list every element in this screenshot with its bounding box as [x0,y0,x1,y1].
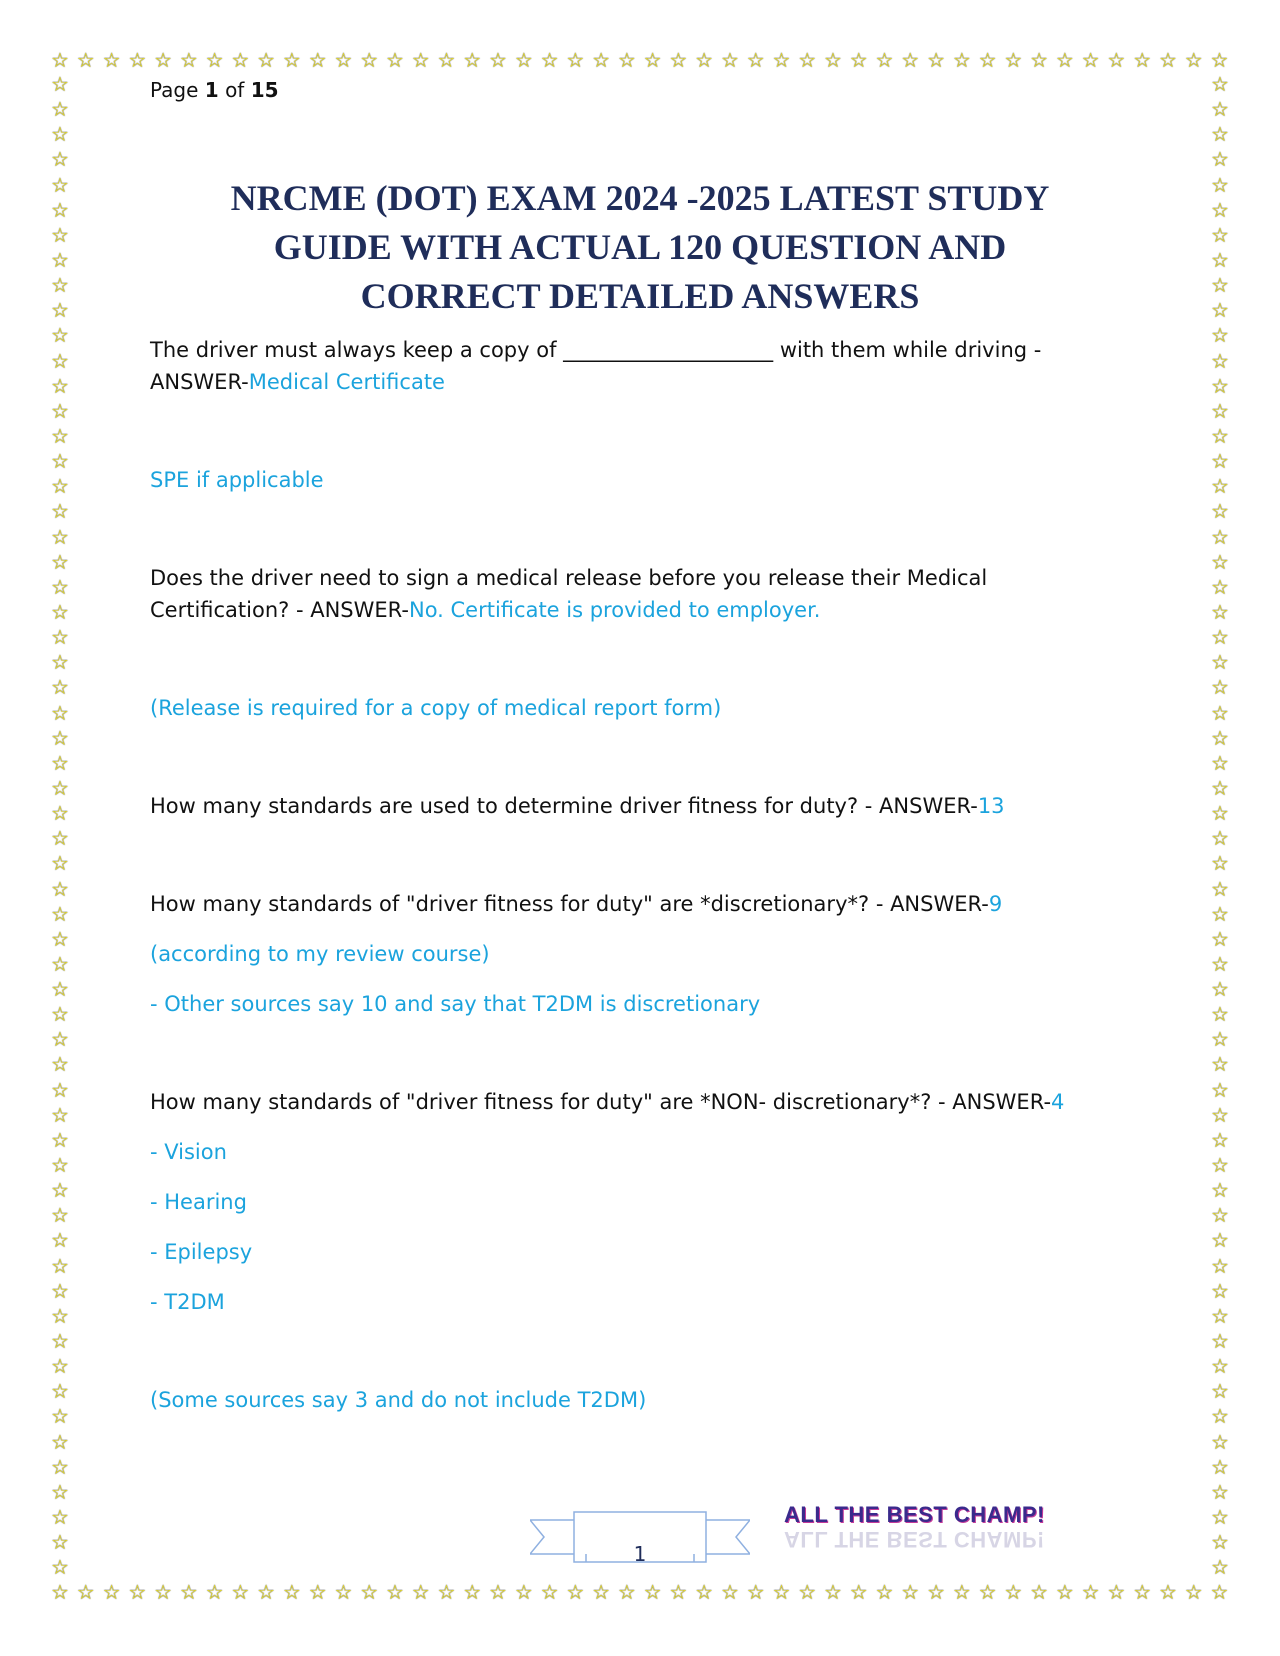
star-icon: ☆ [51,901,69,926]
star-icon: ☆ [51,725,69,750]
star-icon: ☆ [51,1077,69,1102]
star-icon: ☆ [51,851,69,876]
star-icon: ☆ [1211,398,1229,423]
answer-5-item-epilepsy: - Epilepsy [150,1240,253,1264]
star-icon: ☆ [798,48,817,72]
star-icon: ☆ [51,675,69,700]
star-icon: ☆ [1211,675,1229,700]
title-line-2: GUIDE WITH ACTUAL 120 QUESTION AND [273,227,1007,267]
star-icon: ☆ [51,197,69,222]
star-icon: ☆ [51,1429,69,1454]
star-icon: ☆ [617,48,636,72]
star-icon: ☆ [514,1580,533,1604]
star-icon: ☆ [824,48,842,72]
star-icon: ☆ [901,1580,920,1604]
star-icon: ☆ [51,449,69,474]
star-icon: ☆ [1004,48,1023,72]
star-icon: ☆ [695,48,714,72]
answer-5: 4 [1051,1090,1065,1114]
star-icon: ☆ [1211,951,1229,976]
star-icon: ☆ [1211,273,1229,298]
star-icon: ☆ [1133,1580,1152,1604]
star-icon: ☆ [927,48,945,72]
star-icon: ☆ [1211,323,1229,348]
footer-page-number: 1 [633,1542,647,1566]
star-icon: ☆ [1211,449,1229,474]
star-icon: ☆ [257,1580,276,1604]
star-icon: ☆ [51,48,69,72]
answer-2: No. Certificate is provided to employer. [408,598,821,622]
star-icon: ☆ [617,1580,636,1604]
star-icon: ☆ [1184,48,1203,72]
star-icon: ☆ [1211,725,1229,750]
star-icon: ☆ [798,1580,817,1604]
star-icon: ☆ [566,1580,585,1604]
star-border-right [1210,74,1230,1578]
star-icon: ☆ [1211,1178,1229,1203]
star-icon: ☆ [1211,1479,1229,1504]
star-icon: ☆ [1211,1379,1229,1404]
star-icon: ☆ [463,48,482,72]
star-icon: ☆ [1211,574,1229,599]
star-icon: ☆ [1004,1580,1023,1604]
star-icon: ☆ [51,222,69,247]
star-icon: ☆ [978,48,997,72]
star-icon: ☆ [1211,172,1229,197]
star-icon: ☆ [1107,48,1126,72]
star-icon: ☆ [437,1580,456,1604]
star-icon: ☆ [179,48,198,72]
star-icon: ☆ [51,951,69,976]
star-icon: ☆ [51,1454,69,1479]
star-icon: ☆ [1211,1002,1229,1027]
star-icon: ☆ [1211,700,1229,725]
star-icon: ☆ [1211,650,1229,675]
star-icon: ☆ [1211,1429,1229,1454]
star-icon: ☆ [489,1580,507,1604]
star-icon: ☆ [1211,524,1229,549]
star-icon: ☆ [1107,1580,1126,1604]
star-icon: ☆ [1211,97,1229,122]
star-icon: ☆ [51,423,69,448]
footer-slogan-reflection: ALL THE BEST CHAMP! [784,1527,1045,1552]
star-icon: ☆ [257,48,276,72]
star-icon: ☆ [1211,599,1229,624]
star-icon: ☆ [76,1580,95,1604]
star-icon: ☆ [51,398,69,423]
star-icon: ☆ [51,1479,69,1504]
answer-1: Medical Certificate [248,370,445,394]
star-icon: ☆ [51,474,69,499]
star-icon: ☆ [51,147,69,172]
star-icon: ☆ [51,1379,69,1404]
star-icon: ☆ [1211,1203,1229,1228]
star-icon: ☆ [51,801,69,826]
star-icon: ☆ [566,48,585,72]
star-icon: ☆ [1210,48,1229,72]
star-icon: ☆ [1211,801,1229,826]
star-icon: ☆ [1211,625,1229,650]
star-icon: ☆ [51,1329,69,1354]
answer-5-item-vision: - Vision [150,1140,227,1164]
star-icon: ☆ [540,48,559,72]
star-icon: ☆ [1211,1555,1229,1580]
star-icon: ☆ [1211,1530,1229,1555]
star-icon: ☆ [51,1203,69,1228]
question-2: Does the driver need to sign a medical release before you release their Medical Certification? - ANSWER- [150,566,988,622]
star-icon: ☆ [51,876,69,901]
star-border-left [50,74,70,1578]
star-icon: ☆ [592,48,611,72]
star-icon: ☆ [669,48,688,72]
star-icon: ☆ [51,1228,69,1253]
title-line-1: NRCME (DOT) EXAM 2024 -2025 LATEST STUDY [230,178,1050,218]
star-icon: ☆ [875,1580,894,1604]
star-icon: ☆ [51,750,69,775]
answer-4: 9 [988,892,1003,916]
star-icon: ☆ [1211,1102,1229,1127]
star-icon: ☆ [1211,901,1229,926]
star-icon: ☆ [51,549,69,574]
answer-4-note-1: (according to my review course) [150,942,490,966]
star-icon: ☆ [231,1580,250,1604]
star-icon: ☆ [1211,851,1229,876]
answer-1-extra: SPE if applicable [150,468,324,492]
star-icon: ☆ [1211,474,1229,499]
answer-2-extra: (Release is required for a copy of medical report form) [150,696,722,720]
star-icon: ☆ [51,1153,69,1178]
page-total: 15 [250,78,279,102]
star-icon: ☆ [334,1580,353,1604]
star-icon: ☆ [51,977,69,1002]
star-icon: ☆ [1211,1153,1229,1178]
star-icon: ☆ [720,48,739,72]
star-icon: ☆ [1211,775,1229,800]
qa-item-3 [150,790,1130,822]
star-icon: ☆ [51,1253,69,1278]
star-icon: ☆ [51,323,69,348]
star-icon: ☆ [489,48,507,72]
star-icon: ☆ [643,48,662,72]
star-icon: ☆ [772,48,791,72]
star-icon: ☆ [154,48,173,72]
star-icon: ☆ [1211,348,1229,373]
star-icon: ☆ [1133,48,1152,72]
star-icon: ☆ [102,1580,121,1604]
star-icon: ☆ [1211,247,1229,272]
star-icon: ☆ [1055,1580,1074,1604]
star-icon: ☆ [411,1580,430,1604]
star-icon: ☆ [51,700,69,725]
star-icon: ☆ [51,122,69,147]
star-icon: ☆ [51,599,69,624]
star-icon: ☆ [1211,72,1229,96]
star-icon: ☆ [514,48,533,72]
star-icon: ☆ [51,247,69,272]
star-icon: ☆ [360,48,379,72]
page-word: Page [150,78,199,102]
star-icon: ☆ [952,48,971,72]
star-icon: ☆ [849,48,868,72]
star-icon: ☆ [1211,1454,1229,1479]
star-icon: ☆ [51,97,69,122]
star-icon: ☆ [978,1580,997,1604]
star-icon: ☆ [51,1127,69,1152]
star-border-top [50,50,1230,70]
answer-4-note-2: - Other sources say 10 and say that T2DM is discretionary [150,992,761,1016]
star-border-bottom [50,1582,1230,1602]
star-icon: ☆ [1211,197,1229,222]
star-icon: ☆ [308,48,327,72]
footer-slogan: ALL THE BEST CHAMP! [784,1502,1045,1527]
question-4: How many standards of "driver fitness for duty" are *discretionary*? - ANSWER- [150,892,989,916]
star-icon: ☆ [51,625,69,650]
star-icon: ☆ [1030,48,1049,72]
star-icon: ☆ [102,48,121,72]
star-icon: ☆ [1211,122,1229,147]
page-of: of [225,78,245,102]
star-icon: ☆ [51,1555,69,1580]
page-current: 1 [204,78,219,102]
star-icon: ☆ [1211,147,1229,172]
star-icon: ☆ [51,826,69,851]
star-icon: ☆ [51,1278,69,1303]
star-icon: ☆ [51,1002,69,1027]
star-icon: ☆ [669,1580,688,1604]
star-icon: ☆ [824,1580,842,1604]
star-icon: ☆ [205,1580,224,1604]
star-icon: ☆ [746,1580,765,1604]
star-icon: ☆ [1211,926,1229,951]
star-icon: ☆ [927,1580,945,1604]
star-icon: ☆ [51,172,69,197]
star-icon: ☆ [51,72,69,96]
page-indicator [150,78,279,102]
star-icon: ☆ [231,48,250,72]
star-icon: ☆ [1211,1329,1229,1354]
star-icon: ☆ [1158,1580,1177,1604]
star-icon: ☆ [1030,1580,1049,1604]
star-icon: ☆ [51,1027,69,1052]
star-icon: ☆ [1211,549,1229,574]
star-icon: ☆ [51,499,69,524]
star-icon: ☆ [205,48,224,72]
star-icon: ☆ [1184,1580,1203,1604]
star-icon: ☆ [720,1580,739,1604]
star-icon: ☆ [51,1530,69,1555]
star-icon: ☆ [746,48,765,72]
star-icon: ☆ [1211,1354,1229,1379]
star-icon: ☆ [51,298,69,323]
star-icon: ☆ [1081,1580,1100,1604]
star-icon: ☆ [1081,48,1100,72]
star-icon: ☆ [308,1580,327,1604]
star-icon: ☆ [695,1580,714,1604]
star-icon: ☆ [592,1580,611,1604]
star-icon: ☆ [643,1580,662,1604]
star-icon: ☆ [51,1505,69,1530]
star-icon: ☆ [772,1580,791,1604]
star-icon: ☆ [282,48,301,72]
star-icon: ☆ [952,1580,971,1604]
star-icon: ☆ [463,1580,482,1604]
star-icon: ☆ [51,1303,69,1328]
star-icon: ☆ [411,48,430,72]
star-icon: ☆ [1211,373,1229,398]
star-icon: ☆ [385,1580,404,1604]
star-icon: ☆ [51,373,69,398]
star-icon: ☆ [51,574,69,599]
star-icon: ☆ [1211,1077,1229,1102]
answer-3: 13 [977,794,1005,818]
star-icon: ☆ [1211,423,1229,448]
question-3: How many standards are used to determine driver fitness for duty? - ANSWER- [150,794,978,818]
star-icon: ☆ [51,1102,69,1127]
star-icon: ☆ [1211,1228,1229,1253]
star-icon: ☆ [1055,48,1074,72]
star-icon: ☆ [1211,1404,1229,1429]
star-icon: ☆ [1211,499,1229,524]
star-icon: ☆ [51,273,69,298]
star-icon: ☆ [1211,876,1229,901]
star-icon: ☆ [1211,1253,1229,1278]
star-icon: ☆ [51,1354,69,1379]
star-icon: ☆ [1158,48,1177,72]
star-icon: ☆ [51,1580,69,1604]
star-icon: ☆ [1211,977,1229,1002]
answer-5-note: (Some sources say 3 and do not include T2DM) [150,1388,647,1412]
star-icon: ☆ [51,1404,69,1429]
star-icon: ☆ [1211,750,1229,775]
star-icon: ☆ [437,48,456,72]
star-icon: ☆ [385,48,404,72]
star-icon: ☆ [154,1580,173,1604]
qa-item-4 [150,888,1130,920]
star-icon: ☆ [51,524,69,549]
star-icon: ☆ [51,1052,69,1077]
star-icon: ☆ [849,1580,868,1604]
star-icon: ☆ [1211,1278,1229,1303]
star-icon: ☆ [1211,1027,1229,1052]
qa-item-1 [150,334,1130,398]
qa-item-5 [150,1086,1130,1118]
star-icon: ☆ [51,1178,69,1203]
star-icon: ☆ [1211,826,1229,851]
star-icon: ☆ [51,926,69,951]
star-icon: ☆ [128,1580,147,1604]
star-icon: ☆ [76,48,95,72]
star-icon: ☆ [1211,298,1229,323]
star-icon: ☆ [1211,1052,1229,1077]
star-icon: ☆ [1211,222,1229,247]
star-icon: ☆ [51,650,69,675]
star-icon: ☆ [334,48,353,72]
star-icon: ☆ [1211,1505,1229,1530]
answer-5-item-t2dm: - T2DM [150,1290,225,1314]
star-icon: ☆ [1211,1127,1229,1152]
qa-content [150,334,1130,1416]
qa-item-2 [150,562,1130,626]
star-icon: ☆ [1211,1303,1229,1328]
question-1: The driver must always keep a copy of ____________________ with them while driving - ANSWER- [150,338,1042,394]
answer-5-item-hearing: - Hearing [150,1190,247,1214]
star-icon: ☆ [875,48,894,72]
star-icon: ☆ [540,1580,559,1604]
star-icon: ☆ [51,775,69,800]
star-icon: ☆ [360,1580,379,1604]
title-line-3: CORRECT DETAILED ANSWERS [360,276,920,316]
question-5: How many standards of "driver fitness for duty" are *NON- discretionary*? - ANSWER- [150,1090,1052,1114]
star-icon: ☆ [128,48,147,72]
document-title [150,174,1130,321]
star-icon: ☆ [1210,1580,1229,1604]
star-icon: ☆ [179,1580,198,1604]
star-icon: ☆ [282,1580,301,1604]
star-icon: ☆ [51,348,69,373]
star-icon: ☆ [901,48,920,72]
